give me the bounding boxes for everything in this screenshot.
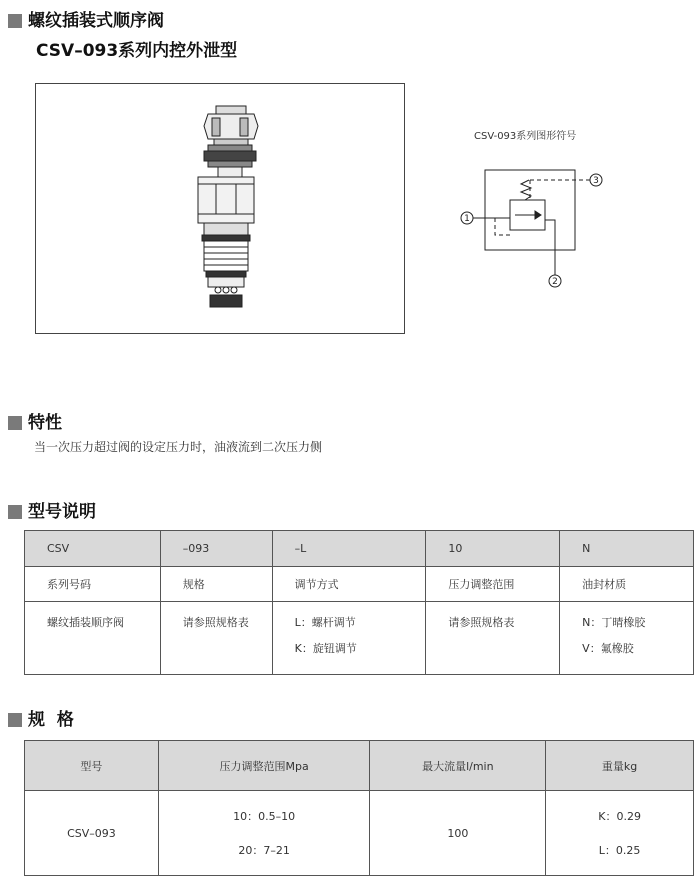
model-detail-cell: N：丁晴橡胶 V：氟橡胶	[560, 602, 694, 675]
model-code-cell: N	[560, 531, 694, 567]
hydraulic-symbol	[455, 160, 615, 294]
sequence-valve-symbol-icon	[455, 160, 615, 290]
model-code-cell: –L	[272, 531, 426, 567]
spec-heading: 规 格	[8, 705, 74, 730]
spec-header-cell: 重量kg	[546, 741, 694, 791]
features-heading: 特性	[8, 408, 62, 433]
symbol-title: CSV-093系列图形符号	[474, 131, 577, 142]
section-square-icon	[8, 713, 22, 727]
model-detail-cell: 请参照规格表	[426, 602, 560, 675]
page-title	[8, 6, 164, 31]
section-square-icon	[8, 416, 22, 430]
model-table	[24, 530, 694, 675]
section-square-icon	[8, 14, 22, 28]
model-heading: 型号说明	[8, 497, 96, 522]
spec-header-cell: 压力调整范围Mpa	[158, 741, 370, 791]
port-1-label: 1	[464, 214, 470, 224]
page-subtitle: CSV–093系列内控外泄型	[36, 41, 238, 61]
product-image-box	[35, 83, 405, 334]
spec-data-row	[25, 791, 694, 876]
spec-weight-cell: K：0.29 L：0.25	[546, 791, 694, 876]
model-name-cell: 调节方式	[272, 567, 426, 602]
model-name-cell: 系列号码	[25, 567, 161, 602]
spec-table	[24, 740, 694, 876]
model-name-cell: 规格	[160, 567, 272, 602]
model-name-row	[25, 567, 694, 602]
model-name-cell: 油封材质	[560, 567, 694, 602]
port-2-label: 2	[552, 277, 558, 287]
model-code-cell: 10	[426, 531, 560, 567]
section-square-icon	[8, 505, 22, 519]
model-detail-row	[25, 602, 694, 675]
port-3-label: 3	[593, 176, 599, 186]
spec-header-row	[25, 741, 694, 791]
model-code-row	[25, 531, 694, 567]
valve-illustration	[36, 84, 404, 333]
model-code-cell: CSV	[25, 531, 161, 567]
model-detail-cell: 请参照规格表	[160, 602, 272, 675]
model-detail-cell: L：螺杆调节 K：旋钮调节	[272, 602, 426, 675]
spec-header-cell: 型号	[25, 741, 159, 791]
spec-model-cell: CSV–093	[25, 791, 159, 876]
title-text: 螺纹插装式顺序阀	[28, 11, 164, 31]
model-code-cell: –093	[160, 531, 272, 567]
spec-flow-cell: 100	[370, 791, 546, 876]
spec-header-cell: 最大流量l/min	[370, 741, 546, 791]
features-text: 当一次压力超过阀的设定压力时，油液流到二次压力侧	[34, 440, 323, 454]
spec-pressure-cell: 10：0.5–10 20：7–21	[158, 791, 370, 876]
model-name-cell: 压力调整范围	[426, 567, 560, 602]
model-detail-cell: 螺纹插装顺序阀	[25, 602, 161, 675]
